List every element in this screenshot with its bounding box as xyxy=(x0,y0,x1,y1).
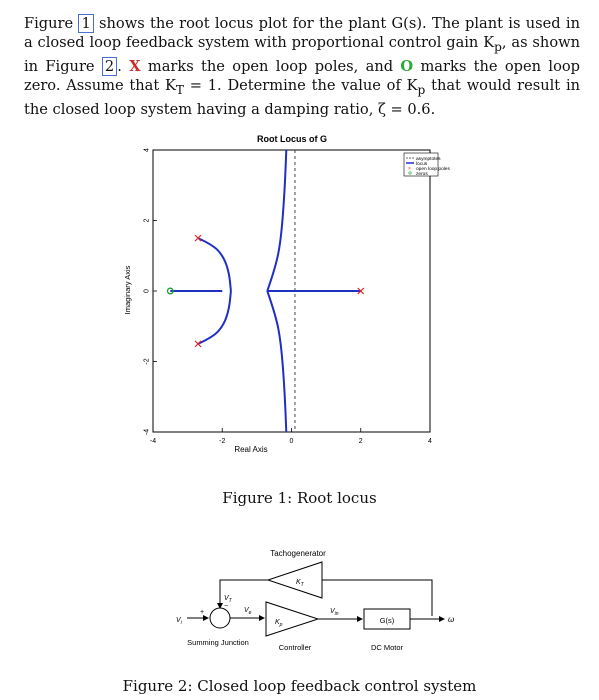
legend-entry: zeros xyxy=(416,171,428,177)
problem-text-7: = 1. Determine the value of K xyxy=(184,76,418,94)
legend-pole-swatch: × xyxy=(408,166,411,172)
pole-marker-label: X xyxy=(129,57,141,75)
kt-subscript: T xyxy=(175,82,185,97)
y-tick-label: 2 xyxy=(143,218,151,223)
y-tick-label: 4 xyxy=(143,148,151,152)
vin-label: $V_{in}$ xyxy=(330,608,339,617)
axis-ticks xyxy=(144,148,433,445)
chart-title: Root Locus of G xyxy=(257,134,327,144)
problem-text-2: shows the root locus plot for the plant G(s). The plant is used in a closed loop feedback system with proportional control gain K xyxy=(24,15,580,51)
vt-label: $V_T$ xyxy=(224,595,232,604)
summing-junction xyxy=(210,608,230,628)
omega-label: ω xyxy=(448,615,455,624)
problem-text-3: , as shown in Figure xyxy=(24,34,580,75)
x-tick-label: -4 xyxy=(149,438,157,445)
problem-text-1: Figure xyxy=(24,15,79,32)
x-tick-label: 0 xyxy=(289,438,294,445)
kp-subscript-2: p xyxy=(417,82,426,97)
controller-block xyxy=(266,602,318,636)
vi-label: $V_i$ xyxy=(176,617,182,626)
locus-branch-3 xyxy=(198,291,231,344)
figure-1-link[interactable]: 1 xyxy=(78,14,93,33)
dc-motor-label: DC Motor xyxy=(370,643,404,652)
y-tick-label: 0 xyxy=(143,289,151,293)
locus-branch-5 xyxy=(267,150,286,291)
zero-marker-label: O xyxy=(400,57,414,75)
kt-label: $K_T$ xyxy=(296,579,304,588)
summing-junction-label: Summing Junction xyxy=(187,638,249,647)
problem-text-4: . xyxy=(117,57,130,75)
problem-text-6: marks the open loop zero. Assume that K xyxy=(24,57,580,94)
tachogenerator-label: Tachogenerator xyxy=(270,549,326,558)
controller-label: Controller xyxy=(278,643,312,652)
minus-sign: − xyxy=(224,603,229,610)
kp-label: $K_p$ xyxy=(275,619,283,628)
tachogenerator-block xyxy=(268,562,322,598)
locus-branch-6 xyxy=(267,291,286,432)
figure-1-caption: Figure 1: Root locus xyxy=(222,489,377,507)
x-tick-label: -2 xyxy=(219,438,226,445)
kp-subscript: p xyxy=(494,39,502,54)
x-tick-label: 2 xyxy=(358,438,363,445)
locus-branch-2 xyxy=(198,238,231,291)
y-tick-label: -4 xyxy=(143,428,151,436)
legend xyxy=(404,153,450,177)
plant-label: G(s) xyxy=(379,616,395,625)
problem-text-8: that would result in the closed loop system having a damping ratio, ζ = 0.6. xyxy=(24,76,581,118)
block-diagram xyxy=(0,540,599,660)
y-tick-label: -2 xyxy=(143,358,151,365)
ve-label: $V_e$ xyxy=(244,607,252,616)
y-axis-label: Imaginary Axis xyxy=(123,265,132,315)
figure-2-link[interactable]: 2 xyxy=(102,57,117,76)
legend-entry: asymptotes xyxy=(416,156,441,162)
legend-entry: locus xyxy=(416,161,428,167)
problem-text-5: marks the open loop poles, and xyxy=(140,57,401,75)
x-tick-label: 4 xyxy=(428,438,432,445)
locus-layer xyxy=(170,150,360,432)
x-axis-label: Real Axis xyxy=(234,445,268,454)
figure-2-caption: Figure 2: Closed loop feedback control system xyxy=(122,677,477,695)
plus-sign: + xyxy=(200,609,205,616)
legend-entry: open loop poles xyxy=(416,166,450,172)
